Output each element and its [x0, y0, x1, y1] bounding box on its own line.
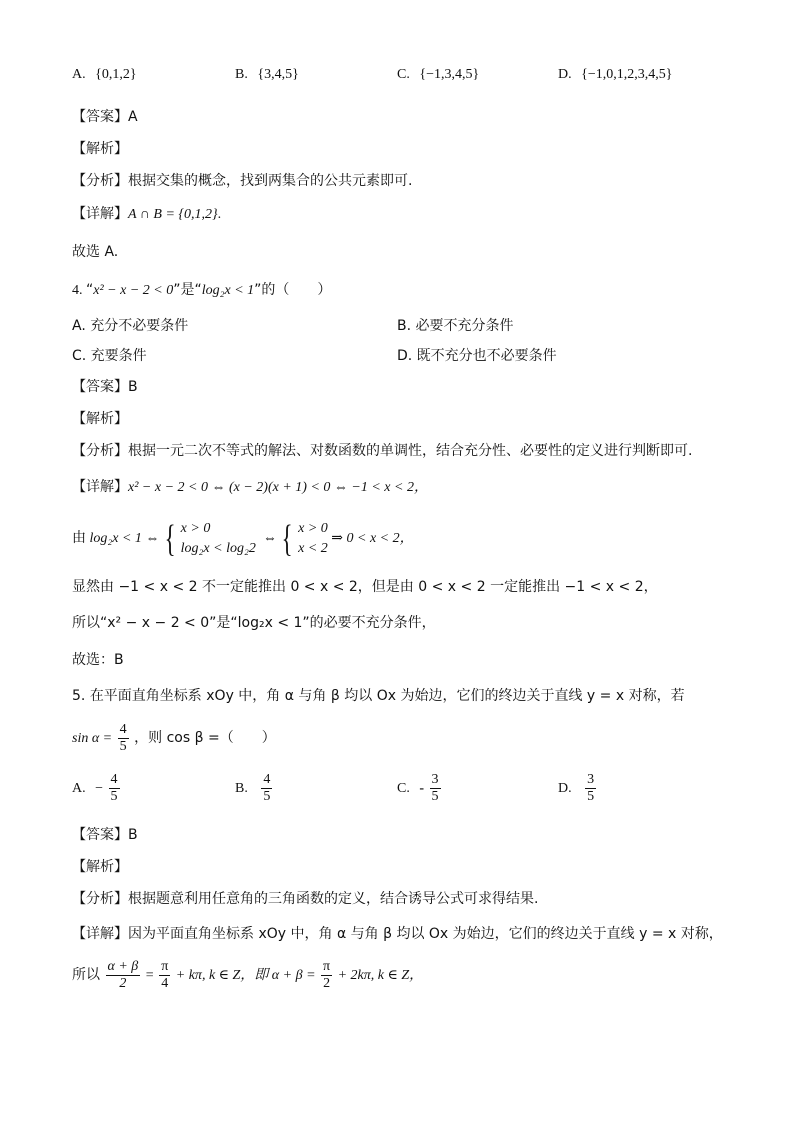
stem-sin: sin α = — [72, 731, 113, 746]
option-c — [397, 66, 479, 84]
answer-line — [72, 378, 138, 396]
option-a: A. 充分不必要条件 — [72, 318, 189, 334]
derivation-line — [72, 955, 423, 996]
detail-math: x² − x − 2 < 0 ⇔ (x − 2)(x + 1) < 0 ⇔ −1 < x < 2， — [128, 480, 428, 495]
fenxi-text: 根据题意利用任意角的三角函数的定义，结合诱导公式可求得结果. — [128, 891, 539, 907]
option-label: C. — [397, 781, 410, 796]
fenxi-line — [72, 890, 538, 908]
fenxi-line — [72, 172, 412, 190]
conclusion: 故选 A. — [72, 244, 119, 260]
numerator: 4 — [119, 722, 127, 738]
denominator: 5 — [119, 739, 127, 755]
option-label: A. — [72, 67, 86, 82]
option-d — [558, 769, 598, 809]
option-label: D. — [558, 781, 572, 796]
option-label: B. — [235, 67, 248, 82]
numerator: π — [323, 959, 331, 975]
option-c — [397, 769, 443, 809]
stem-tail: ，则 cos β =（ ） — [134, 730, 276, 746]
option-value: {3,4,5} — [257, 67, 299, 82]
stem-end: ”的（ ） — [254, 282, 332, 298]
answer-tag: 【答案】 — [72, 827, 128, 843]
detail-tag: 【详解】 — [72, 206, 128, 222]
answer-value: B — [128, 827, 138, 843]
option-sign: - — [419, 781, 425, 796]
question-4-stem — [72, 281, 331, 300]
fenxi-line — [72, 442, 692, 460]
detail-line — [72, 478, 428, 497]
reasoning-line: 显然由 −1 < x < 2 不一定能推出 0 < x < 2，但是由 0 < x < 2 一定能推出 −1 < x < 2， — [72, 579, 658, 595]
conclusion: 故选：B — [72, 652, 124, 668]
answer-value: B — [128, 379, 138, 395]
option-sign: − — [95, 781, 104, 796]
stem-quote: “ — [86, 282, 94, 298]
option-value: {0,1,2} — [95, 67, 137, 82]
option-label: D. — [558, 67, 572, 82]
derivation-middle: + kπ, k ∈ Z，即 α + β = — [175, 968, 316, 983]
detail-end: . — [217, 207, 222, 222]
question-5-stem-2 — [72, 718, 276, 759]
equals-sign: = — [145, 968, 154, 983]
left-brace-icon: { — [164, 517, 176, 560]
option-b — [235, 66, 299, 84]
fenxi-text: 根据一元二次不等式的解法、对数函数的单调性，结合充分性、必要性的定义进行判断即可. — [128, 443, 693, 459]
denominator: 5 — [431, 789, 439, 805]
fraction — [159, 959, 170, 992]
fenxi-text: 根据交集的概念，找到两集合的公共元素即可. — [128, 173, 413, 189]
detail-math: A ∩ B = {0,1,2} — [128, 207, 218, 222]
question-5-stem — [72, 687, 685, 705]
detail-tag: 【详解】 — [72, 926, 128, 942]
option-b — [235, 769, 274, 809]
numerator: α + β — [107, 959, 139, 975]
option-c: C. 充要条件 — [72, 348, 147, 364]
option-b: B. 必要不充分条件 — [397, 318, 514, 334]
option-d: D. 既不充分也不必要条件 — [397, 348, 557, 364]
analysis-tag: 【解析】 — [72, 141, 128, 157]
numerator: 3 — [587, 772, 595, 788]
answer-line — [72, 826, 138, 844]
numerator: 4 — [263, 772, 271, 788]
stem-inequality-2: log₂x < 1 — [201, 283, 255, 298]
system-row: log₂x < log₂2 — [180, 540, 256, 556]
numerator: 4 — [110, 772, 118, 788]
detail-line — [72, 925, 723, 943]
question-number: 4. — [72, 283, 83, 298]
derivation-suffix: ⇒ 0 < x < 2， — [331, 531, 414, 546]
option-a — [72, 66, 137, 84]
left-brace-icon: { — [282, 517, 293, 560]
option-label: C. — [397, 67, 410, 82]
fenxi-tag: 【分析】 — [72, 891, 128, 907]
analysis-tag: 【解析】 — [72, 859, 128, 875]
detail-tag: 【详解】 — [72, 479, 128, 495]
answer-tag: 【答案】 — [72, 379, 128, 395]
stem-connector: ”是“ — [173, 282, 202, 298]
option-value: {−1,0,1,2,3,4,5} — [581, 67, 673, 82]
inequality-system-2 — [298, 519, 328, 559]
numerator: π — [161, 959, 169, 975]
answer-value: A — [128, 109, 138, 125]
detail-line — [72, 205, 221, 224]
derivation-line — [72, 518, 414, 559]
option-a — [72, 769, 122, 809]
denominator: 2 — [119, 976, 127, 992]
fraction — [430, 772, 441, 805]
stem-inequality-1: x² − x − 2 < 0 — [93, 283, 174, 298]
question-number: 5. — [72, 688, 86, 704]
equivalence-symbol: ⇔ — [259, 531, 277, 546]
fenxi-tag: 【分析】 — [72, 443, 128, 459]
denominator: 4 — [161, 976, 169, 992]
denominator: 5 — [110, 789, 118, 805]
numerator: 3 — [431, 772, 439, 788]
derivation-prefix: 由 — [72, 530, 86, 546]
fraction — [118, 722, 129, 755]
derivation-prefix: 所以 — [72, 967, 100, 983]
stem-text: 在平面直角坐标系 xOy 中，角 α 与角 β 均以 Ox 为始边，它们的终边关于直线 y = x 对称，若 — [89, 688, 685, 704]
fenxi-tag: 【分析】 — [72, 173, 128, 189]
system-row: x > 0 — [180, 520, 211, 536]
derivation-log: log₂x < 1 ⇔ — [89, 531, 160, 546]
fraction — [109, 772, 120, 805]
fraction — [585, 772, 596, 805]
fraction — [321, 959, 332, 992]
answer-tag: 【答案】 — [72, 109, 128, 125]
reasoning-line: 所以“x² − x − 2 < 0”是“log₂x < 1”的必要不充分条件， — [72, 615, 436, 631]
fraction — [261, 772, 272, 805]
inequality-system-1 — [181, 519, 256, 559]
derivation-suffix: + 2kπ, k ∈ Z， — [337, 968, 424, 983]
system-row: x > 0 — [298, 520, 328, 536]
analysis-tag: 【解析】 — [72, 411, 128, 427]
answer-line — [72, 108, 138, 126]
denominator: 5 — [263, 789, 271, 805]
option-d — [558, 66, 672, 84]
fraction — [106, 959, 141, 992]
option-value: {−1,3,4,5} — [419, 67, 480, 82]
system-row: x < 2 — [298, 540, 328, 556]
detail-text: 因为平面直角坐标系 xOy 中，角 α 与角 β 均以 Ox 为始边，它们的终边关于直线 y = x 对称， — [128, 926, 723, 942]
option-label: B. — [235, 781, 248, 796]
denominator: 2 — [323, 976, 331, 992]
denominator: 5 — [587, 789, 595, 805]
option-label: A. — [72, 781, 86, 796]
